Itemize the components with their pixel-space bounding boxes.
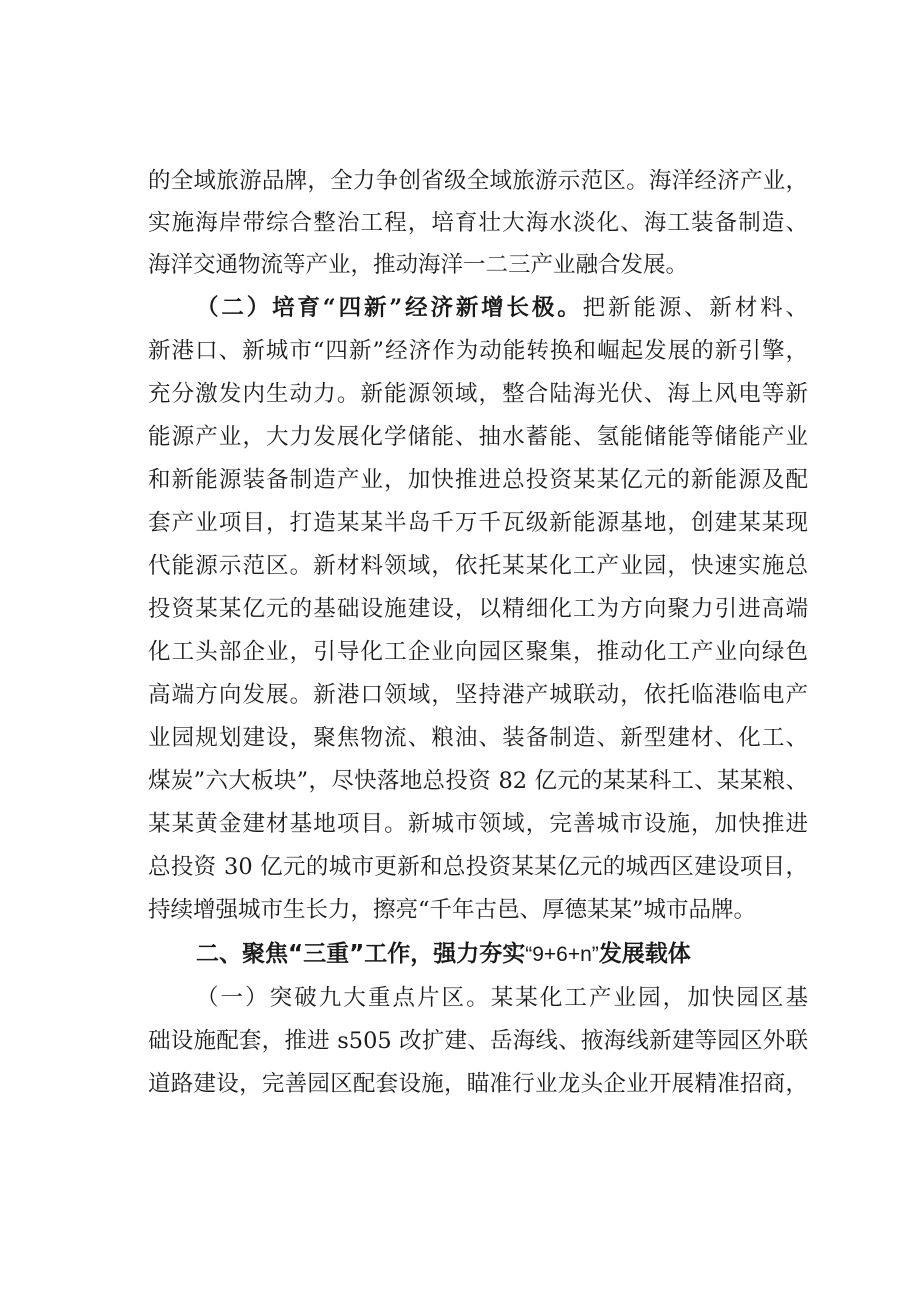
text-line: 海洋交通物流等产业，推动海洋一二三产业融合发展。 — [148, 252, 689, 278]
text-line: 和新能源装备制造产业，加快推进总投资某某亿元的新能源及配 — [148, 467, 808, 493]
text-line: 业园规划建设，聚焦物流、粮油、装备制造、新型建材、化工、 — [148, 725, 808, 751]
text-line: 高端方向发展。新港口领域，坚持港产城联动，依托临港临电产 — [148, 682, 808, 708]
text-line: 化工头部企业，引导化工企业向园区聚集，推动化工产业向绿色 — [148, 639, 808, 665]
text-line: 总投资 30 亿元的城市更新和总投资某某亿元的城西区建设项目， — [148, 854, 808, 880]
heading-text-latin: “9+6+n” — [525, 943, 599, 966]
text-line: （一）突破九大重点片区。某某化工产业园，加快园区基 — [196, 985, 808, 1011]
text-line: 实施海岸带综合整治工程，培育壮大海水淡化、海工装备制造、 — [148, 210, 808, 236]
text-span: 把新能源、新材料、 — [582, 295, 808, 321]
text-line: 代能源示范区。新材料领域，依托某某化工产业园，快速实施总 — [148, 553, 808, 579]
section-subtitle: （二）培育“四新”经济新增长极。 — [196, 295, 583, 321]
text-line: 煤炭”六大板块”，尽快落地总投资 82 亿元的某某科工、某某粮、 — [148, 768, 808, 794]
text-line: 础设施配套，推进 s505 改扩建、岳海线、掖海线新建等园区外联 — [148, 1028, 808, 1054]
paragraph-lead-line — [196, 293, 808, 323]
text-line: 新港口、新城市“四新”经济作为动能转换和崛起发展的新引擎， — [148, 338, 808, 364]
text-line: 持续增强城市生长力，擦亮“千年古邑、厚德某某”城市品牌。 — [148, 897, 757, 923]
text-line: 某某黄金建材基地项目。新城市领域，完善城市设施，加快推进 — [148, 811, 808, 837]
heading-text: 二、聚焦“三重”工作，强力夯实 — [196, 941, 526, 967]
text-line: 道路建设，完善园区配套设施，瞄准行业龙头企业开展精准招商， — [148, 1071, 808, 1097]
text-line: 能源产业，大力发展化学储能、抽水蓄能、氢能储能等储能产业 — [148, 424, 808, 450]
text-line: 充分激发内生动力。新能源领域，整合陆海光伏、海上风电等新 — [148, 381, 808, 407]
heading-text: 发展载体 — [598, 941, 691, 967]
text-line: 的全域旅游品牌，全力争创省级全域旅游示范区。海洋经济产业， — [148, 168, 808, 194]
text-line: 投资某某亿元的基础设施建设，以精细化工为方向聚力引进高端 — [148, 596, 808, 622]
text-line: 套产业项目，打造某某半岛千万千瓦级新能源基地，创建某某现 — [148, 510, 808, 536]
section-heading — [196, 939, 756, 970]
